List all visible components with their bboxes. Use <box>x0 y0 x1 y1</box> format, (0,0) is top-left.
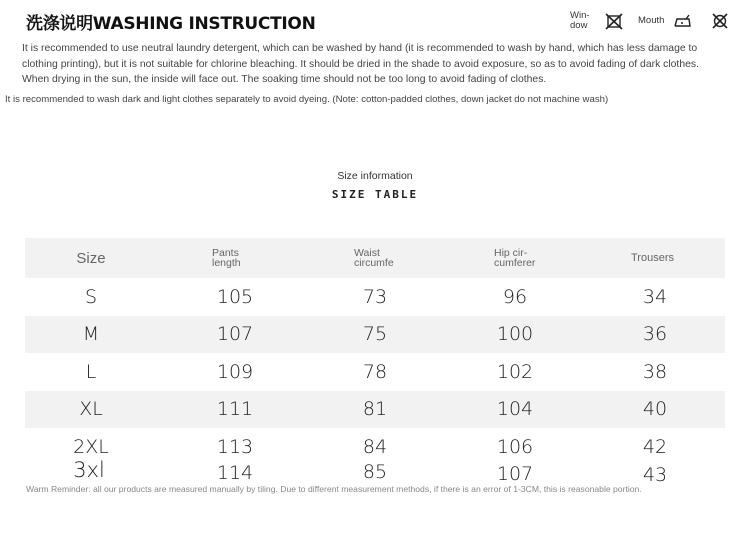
cell-size: S <box>84 285 98 308</box>
mouth-label: Mouth <box>638 15 665 26</box>
cell-pants-length: 114 <box>216 462 254 484</box>
cell-pants-length: 105 <box>216 285 254 308</box>
cell-waist: 75 <box>362 323 388 346</box>
cell-trousers: 36 <box>642 323 668 346</box>
cell-waist: 85 <box>362 461 388 483</box>
cell-trousers: 42 <box>642 435 668 458</box>
cell-waist: 81 <box>362 398 388 421</box>
header-trousers: Trousers <box>631 252 674 264</box>
cell-pants-length: 107 <box>216 323 254 346</box>
cell-size: XL <box>79 398 103 421</box>
header-pants-length: Pants length <box>212 248 241 268</box>
cell-waist: 73 <box>362 285 388 308</box>
washing-note: It is recommended to wash dark and light clothes separately to avoid dyeing. (Note: cotton-padded clothes, down jacket do not machine wash) <box>5 94 609 105</box>
washing-instructions-paragraph: It is recommended to use neutral laundry detergent, which can be washed by hand (it is recommended to wash by hand, which has less damage to clothing printing), but it is not suitable for chlorine bleaching. It should be dried in the shade to avoid exposure, so as to avoid fading of dark clothes. When drying in the sun, the inside will face out. The soaking time should not be too long to avoid fading of clothes. <box>22 43 699 85</box>
cell-hip: 106 <box>496 435 534 458</box>
header-waist: Waist circumfe <box>354 248 394 268</box>
cell-size: M <box>82 323 100 346</box>
cell-pants-length: 113 <box>216 435 254 458</box>
size-information-label: Size information <box>337 170 413 182</box>
care-icon-bar <box>570 10 730 32</box>
cell-trousers: 34 <box>642 285 668 308</box>
header-hip: Hip cir- cumferer <box>494 248 536 268</box>
table-row <box>25 316 725 354</box>
size-table <box>25 238 725 466</box>
cell-hip: 102 <box>496 360 534 383</box>
cell-trousers: 38 <box>642 360 668 383</box>
header-size: Size <box>76 249 106 267</box>
no-dry-clean-icon <box>710 11 730 31</box>
page-title: 洗涤说明WASHING INSTRUCTION <box>26 14 316 34</box>
cell-hip: 107 <box>496 463 534 485</box>
cell-hip: 104 <box>496 398 534 421</box>
cell-hip: 100 <box>496 323 534 346</box>
cell-size: L <box>85 360 97 383</box>
table-row <box>25 278 725 316</box>
window-label: Win- dow <box>570 10 590 31</box>
warm-reminder: Warm Reminder: all our products are measured manually by tiling. Due to different measurement methods, if there is an error of 1-3CM, this is reasonable portion. <box>26 484 642 494</box>
cell-waist: 84 <box>362 435 388 458</box>
cell-pants-length: 111 <box>216 398 254 421</box>
size-table-title: SIZE TABLE <box>331 188 419 201</box>
table-row <box>25 391 725 429</box>
cell-size: 2XL <box>73 435 109 458</box>
cell-trousers: 43 <box>642 464 668 486</box>
iron-icon <box>672 11 692 31</box>
no-tumble-dry-icon <box>604 11 624 31</box>
cell-size: 3xl <box>73 458 105 482</box>
cell-trousers: 40 <box>642 398 668 421</box>
cell-waist: 78 <box>362 360 388 383</box>
cell-pants-length: 109 <box>216 360 254 383</box>
table-header-row <box>25 238 725 278</box>
table-row <box>25 353 725 391</box>
cell-hip: 96 <box>502 285 528 308</box>
